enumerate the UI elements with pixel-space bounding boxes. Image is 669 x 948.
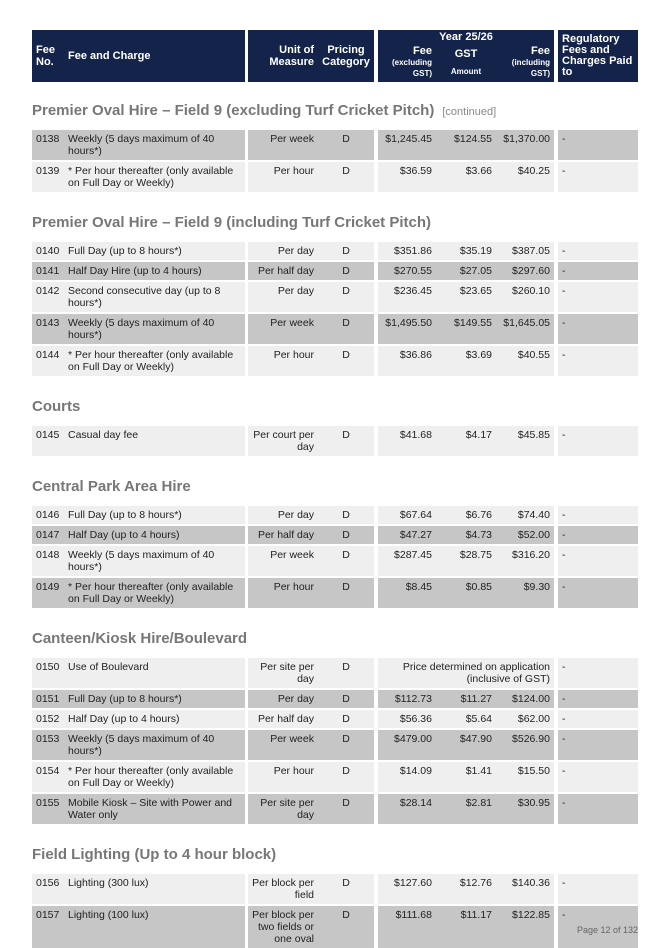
section-title — [32, 398, 638, 415]
fee-number: 0156 — [32, 874, 64, 904]
fee-including-gst: $316.20 — [496, 546, 554, 576]
fee-excluding-gst: $56.36 — [378, 710, 436, 728]
gst-amount: $5.64 — [436, 710, 496, 728]
fee-number: 0146 — [32, 506, 64, 524]
gst-amount: $1.41 — [436, 762, 496, 792]
fee-excluding-gst: $36.86 — [378, 346, 436, 376]
regulatory-paid-to: - — [558, 658, 638, 688]
regulatory-paid-to: - — [558, 162, 638, 192]
fee-number: 0153 — [32, 730, 64, 760]
fee-including-gst: $122.85 — [496, 906, 554, 948]
fee-number: 0144 — [32, 346, 64, 376]
header-fee-incl: Fee — [531, 45, 551, 57]
unit-of-measure: Per court per day — [248, 426, 318, 456]
fee-description: Second consecutive day (up to 8 hours*) — [64, 282, 245, 312]
gst-amount: $35.19 — [436, 242, 496, 260]
table-row — [32, 906, 638, 948]
fee-table — [32, 426, 638, 456]
fee-schedule-page — [32, 30, 638, 948]
fee-including-gst: $1,645.05 — [496, 314, 554, 344]
fee-description: Use of Boulevard — [64, 658, 245, 688]
fee-description: Full Day (up to 8 hours*) — [64, 690, 245, 708]
fee-excluding-gst: $28.14 — [378, 794, 436, 824]
gst-amount: $4.73 — [436, 526, 496, 544]
unit-of-measure: Per week — [248, 730, 318, 760]
gst-amount: $27.05 — [436, 262, 496, 280]
section-title-text: Premier Oval Hire – Field 9 (including Turf Cricket Pitch) — [32, 214, 431, 231]
table-row — [32, 282, 638, 312]
table-row — [32, 242, 638, 260]
unit-of-measure: Per hour — [248, 346, 318, 376]
fee-number: 0155 — [32, 794, 64, 824]
section-title — [32, 846, 638, 863]
fee-number: 0139 — [32, 162, 64, 192]
gst-amount: $11.17 — [436, 906, 496, 948]
fee-table — [32, 874, 638, 948]
fee-table — [32, 130, 638, 192]
unit-of-measure: Per block per field — [248, 874, 318, 904]
fee-number: 0151 — [32, 690, 64, 708]
fee-excluding-gst: $47.27 — [378, 526, 436, 544]
section-title-text: Central Park Area Hire — [32, 478, 191, 495]
pricing-category: D — [318, 874, 374, 904]
section-title-text: Courts — [32, 398, 81, 415]
fee-excluding-gst: $270.55 — [378, 262, 436, 280]
unit-of-measure: Per day — [248, 242, 318, 260]
fee-excluding-gst: $67.64 — [378, 506, 436, 524]
table-row — [32, 526, 638, 544]
fee-table-header — [32, 30, 638, 82]
fee-including-gst: $30.95 — [496, 794, 554, 824]
fee-including-gst: $140.36 — [496, 874, 554, 904]
table-row — [32, 162, 638, 192]
table-row — [32, 762, 638, 792]
gst-amount: $4.17 — [436, 426, 496, 456]
gst-amount: $28.75 — [436, 546, 496, 576]
fee-excluding-gst: $1,245.45 — [378, 130, 436, 160]
regulatory-paid-to: - — [558, 794, 638, 824]
fee-description: Mobile Kiosk – Site with Power and Water only — [64, 794, 245, 824]
fee-excluding-gst: $8.45 — [378, 578, 436, 608]
fee-number: 0142 — [32, 282, 64, 312]
fee-table — [32, 506, 638, 608]
section-title — [32, 102, 638, 119]
fee-including-gst: $74.40 — [496, 506, 554, 524]
fee-description: * Per hour thereafter (only available on Full Day or Weekly) — [64, 762, 245, 792]
unit-of-measure: Per day — [248, 506, 318, 524]
fee-number: 0140 — [32, 242, 64, 260]
pricing-category: D — [318, 906, 374, 948]
section-title-text: Field Lighting (Up to 4 hour block) — [32, 846, 277, 863]
fee-excluding-gst: $112.73 — [378, 690, 436, 708]
fee-excluding-gst: $351.86 — [378, 242, 436, 260]
fee-including-gst: $526.90 — [496, 730, 554, 760]
regulatory-paid-to: - — [558, 578, 638, 608]
header-fee-no: Fee No. — [32, 30, 64, 82]
gst-amount: $12.76 — [436, 874, 496, 904]
gst-amount: $149.55 — [436, 314, 496, 344]
pricing-category: D — [318, 794, 374, 824]
gst-amount: $23.65 — [436, 282, 496, 312]
pricing-category: D — [318, 690, 374, 708]
fee-excluding-gst: $14.09 — [378, 762, 436, 792]
section-title — [32, 630, 638, 647]
fee-excluding-gst: $111.68 — [378, 906, 436, 948]
regulatory-paid-to: - — [558, 506, 638, 524]
fee-including-gst: $124.00 — [496, 690, 554, 708]
fee-excluding-gst: $236.45 — [378, 282, 436, 312]
header-fee-excl-sub: (excluding GST) — [391, 58, 432, 78]
gst-amount: $6.76 — [436, 506, 496, 524]
fee-number: 0149 — [32, 578, 64, 608]
unit-of-measure: Per half day — [248, 526, 318, 544]
header-unit-of-measure: Unit of Measure — [248, 30, 318, 82]
header-fee-excl: Fee — [413, 45, 432, 57]
fee-description: Lighting (100 lux) — [64, 906, 245, 948]
fee-number: 0152 — [32, 710, 64, 728]
fee-including-gst: $15.50 — [496, 762, 554, 792]
regulatory-paid-to: - — [558, 710, 638, 728]
pricing-category: D — [318, 526, 374, 544]
regulatory-paid-to: - — [558, 262, 638, 280]
fee-number: 0145 — [32, 426, 64, 456]
header-regulatory: Regulatory Fees and Charges Paid to — [558, 30, 638, 82]
unit-of-measure: Per site per day — [248, 794, 318, 824]
unit-of-measure: Per day — [248, 282, 318, 312]
section-title — [32, 478, 638, 495]
pricing-category: D — [318, 282, 374, 312]
fee-description: * Per hour thereafter (only available on Full Day or Weekly) — [64, 346, 245, 376]
regulatory-paid-to: - — [558, 282, 638, 312]
fee-description: Weekly (5 days maximum of 40 hours*) — [64, 314, 245, 344]
table-row — [32, 426, 638, 456]
fee-including-gst: $62.00 — [496, 710, 554, 728]
header-year: Year 25/26 — [378, 30, 554, 43]
fee-excluding-gst: $1,495.50 — [378, 314, 436, 344]
pricing-category: D — [318, 506, 374, 524]
fee-excluding-gst: $479.00 — [378, 730, 436, 760]
unit-of-measure: Per block per two fields or one oval — [248, 906, 318, 948]
fee-description: Casual day fee — [64, 426, 245, 456]
table-row — [32, 314, 638, 344]
fee-including-gst: $40.25 — [496, 162, 554, 192]
regulatory-paid-to: - — [558, 426, 638, 456]
regulatory-paid-to: - — [558, 546, 638, 576]
header-gst: GST — [454, 47, 478, 60]
fee-number: 0138 — [32, 130, 64, 160]
header-gst-sub: Amount — [450, 66, 482, 76]
fee-number: 0147 — [32, 526, 64, 544]
unit-of-measure: Per hour — [248, 578, 318, 608]
section-title-text: Premier Oval Hire – Field 9 (excluding Turf Cricket Pitch) — [32, 102, 435, 119]
pricing-category: D — [318, 162, 374, 192]
unit-of-measure: Per half day — [248, 710, 318, 728]
fee-description: * Per hour thereafter (only available on Full Day or Weekly) — [64, 162, 245, 192]
header-fee-incl-sub: (including GST) — [511, 58, 551, 78]
fee-including-gst: $297.60 — [496, 262, 554, 280]
fee-number: 0148 — [32, 546, 64, 576]
fee-excluding-gst: $36.59 — [378, 162, 436, 192]
table-row — [32, 262, 638, 280]
table-row — [32, 658, 638, 688]
regulatory-paid-to: - — [558, 346, 638, 376]
gst-amount: $3.69 — [436, 346, 496, 376]
fee-description: Full Day (up to 8 hours*) — [64, 242, 245, 260]
pricing-category: D — [318, 130, 374, 160]
table-row — [32, 710, 638, 728]
unit-of-measure: Per hour — [248, 762, 318, 792]
fee-number: 0157 — [32, 906, 64, 948]
unit-of-measure: Per hour — [248, 162, 318, 192]
regulatory-paid-to: - — [558, 242, 638, 260]
pricing-category: D — [318, 426, 374, 456]
table-row — [32, 874, 638, 904]
pricing-category: D — [318, 314, 374, 344]
fee-description: Weekly (5 days maximum of 40 hours*) — [64, 730, 245, 760]
pricing-category: D — [318, 730, 374, 760]
fee-description: Weekly (5 days maximum of 40 hours*) — [64, 130, 245, 160]
fee-including-gst: $1,370.00 — [496, 130, 554, 160]
unit-of-measure: Per site per day — [248, 658, 318, 688]
gst-amount: $0.85 — [436, 578, 496, 608]
fee-excluding-gst: $41.68 — [378, 426, 436, 456]
regulatory-paid-to: - — [558, 730, 638, 760]
unit-of-measure: Per week — [248, 314, 318, 344]
unit-of-measure: Per day — [248, 690, 318, 708]
fee-description: Half Day (up to 4 hours) — [64, 526, 245, 544]
gst-amount: $11.27 — [436, 690, 496, 708]
regulatory-paid-to: - — [558, 130, 638, 160]
fee-number: 0150 — [32, 658, 64, 688]
section-title-text: Canteen/Kiosk Hire/Boulevard — [32, 630, 248, 647]
table-row — [32, 578, 638, 608]
section-continued-note: [continued] — [442, 106, 497, 118]
fee-number: 0154 — [32, 762, 64, 792]
pricing-category: D — [318, 262, 374, 280]
header-fee-and-charge: Fee and Charge — [64, 30, 245, 82]
fee-description: Weekly (5 days maximum of 40 hours*) — [64, 546, 245, 576]
pricing-category: D — [318, 578, 374, 608]
table-row — [32, 690, 638, 708]
pricing-category: D — [318, 346, 374, 376]
unit-of-measure: Per week — [248, 130, 318, 160]
pricing-category: D — [318, 242, 374, 260]
fee-including-gst: $9.30 — [496, 578, 554, 608]
gst-amount: $47.90 — [436, 730, 496, 760]
fee-including-gst: $40.55 — [496, 346, 554, 376]
regulatory-paid-to: - — [558, 314, 638, 344]
unit-of-measure: Per half day — [248, 262, 318, 280]
regulatory-paid-to: - — [558, 762, 638, 792]
table-row — [32, 346, 638, 376]
price-on-application: Price determined on application (inclusive of GST) — [378, 658, 554, 688]
fee-description: * Per hour thereafter (only available on Full Day or Weekly) — [64, 578, 245, 608]
fee-number: 0143 — [32, 314, 64, 344]
regulatory-paid-to: - — [558, 690, 638, 708]
section-title — [32, 214, 638, 231]
gst-amount: $3.66 — [436, 162, 496, 192]
unit-of-measure: Per week — [248, 546, 318, 576]
pricing-category: D — [318, 710, 374, 728]
regulatory-paid-to: - — [558, 874, 638, 904]
fee-description: Full Day (up to 8 hours*) — [64, 506, 245, 524]
gst-amount: $124.55 — [436, 130, 496, 160]
pricing-category: D — [318, 658, 374, 688]
fee-including-gst: $45.85 — [496, 426, 554, 456]
fee-sections — [32, 102, 638, 948]
fee-description: Half Day (up to 4 hours) — [64, 710, 245, 728]
fee-excluding-gst: $127.60 — [378, 874, 436, 904]
fee-excluding-gst: $287.45 — [378, 546, 436, 576]
fee-description: Lighting (300 lux) — [64, 874, 245, 904]
pricing-category: D — [318, 762, 374, 792]
page-number: Page 12 of 132 — [576, 925, 638, 935]
table-row — [32, 130, 638, 160]
fee-table — [32, 658, 638, 824]
table-row — [32, 730, 638, 760]
table-row — [32, 794, 638, 824]
gst-amount: $2.81 — [436, 794, 496, 824]
fee-including-gst: $52.00 — [496, 526, 554, 544]
fee-description: Half Day Hire (up to 4 hours) — [64, 262, 245, 280]
header-pricing-category: Pricing Category — [318, 30, 374, 82]
table-row — [32, 546, 638, 576]
regulatory-paid-to: - — [558, 906, 638, 948]
fee-number: 0141 — [32, 262, 64, 280]
fee-table — [32, 242, 638, 376]
pricing-category: D — [318, 546, 374, 576]
table-row — [32, 506, 638, 524]
fee-including-gst: $387.05 — [496, 242, 554, 260]
fee-including-gst: $260.10 — [496, 282, 554, 312]
regulatory-paid-to: - — [558, 526, 638, 544]
